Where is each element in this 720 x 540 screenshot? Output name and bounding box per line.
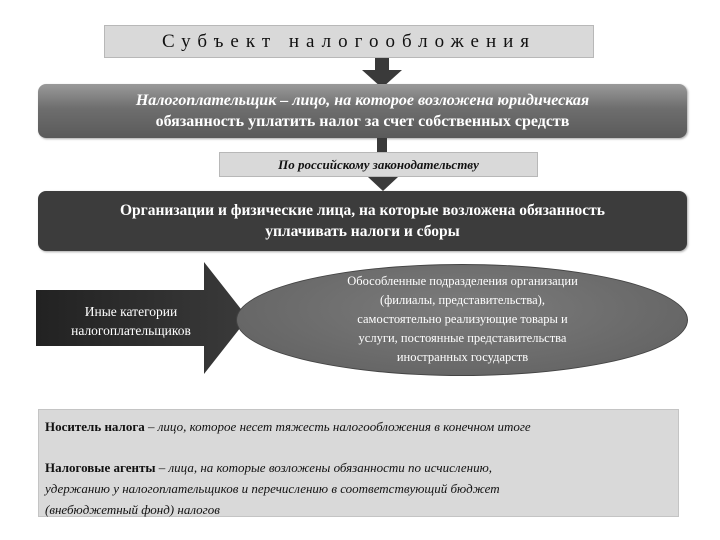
organizations-line1: Организации и физические лица, на которые возложена обязанность	[120, 202, 605, 219]
other-categories-line1: Иные категории	[84, 304, 178, 319]
tax-carrier-text: – лицо, которое несет тяжесть налогообложения в конечном итоге	[144, 419, 531, 434]
title-box	[104, 25, 594, 58]
taxpayer-definition-line2: обязанность уплатить налог за счет собственных средств	[155, 113, 570, 130]
other-categories-line2: налогоплательщиков	[71, 323, 191, 338]
other-categories-label	[46, 302, 216, 340]
tax-carrier-term: Носитель налога	[45, 419, 145, 434]
taxpayer-definition	[136, 90, 589, 132]
taxpayer-definition-box	[38, 84, 687, 138]
subdivisions-line5: иностранных государств	[396, 350, 529, 364]
law-label: По российскому законодательству	[278, 156, 479, 172]
connector-line	[377, 138, 387, 152]
subdivisions-line4: услуги, постоянные представительства	[358, 331, 567, 345]
tax-agents-definition	[45, 457, 670, 520]
subdivisions-text	[290, 272, 635, 367]
subdivisions-line2: (филиалы, представительства),	[380, 293, 545, 307]
law-label-box	[219, 152, 538, 177]
tax-agents-line1: – лица, на которые возложены обязанности по исчислению,	[155, 460, 492, 475]
organizations-text	[120, 200, 605, 242]
organizations-line2: уплачивать налоги и сборы	[265, 223, 460, 240]
tax-agents-line2: удержанию у налогоплательщиков и перечислению в соответствующий бюджет	[45, 481, 500, 496]
organizations-box	[38, 191, 687, 251]
tax-agents-term: Налоговые агенты	[45, 460, 156, 475]
subdivisions-line1: Обособленные подразделения организации	[347, 274, 578, 288]
taxpayer-term: Налогоплательщик	[135, 92, 277, 109]
taxpayer-definition-line1: – лицо, на которое возложена юридическая	[276, 92, 590, 109]
subdivisions-line3: самостоятельно реализующие товары и	[357, 312, 568, 326]
diagram-title: Субъект налогообложения	[161, 30, 537, 52]
tax-carrier-definition	[45, 418, 675, 436]
tax-agents-line3: (внебюджетный фонд) налогов	[45, 502, 220, 517]
